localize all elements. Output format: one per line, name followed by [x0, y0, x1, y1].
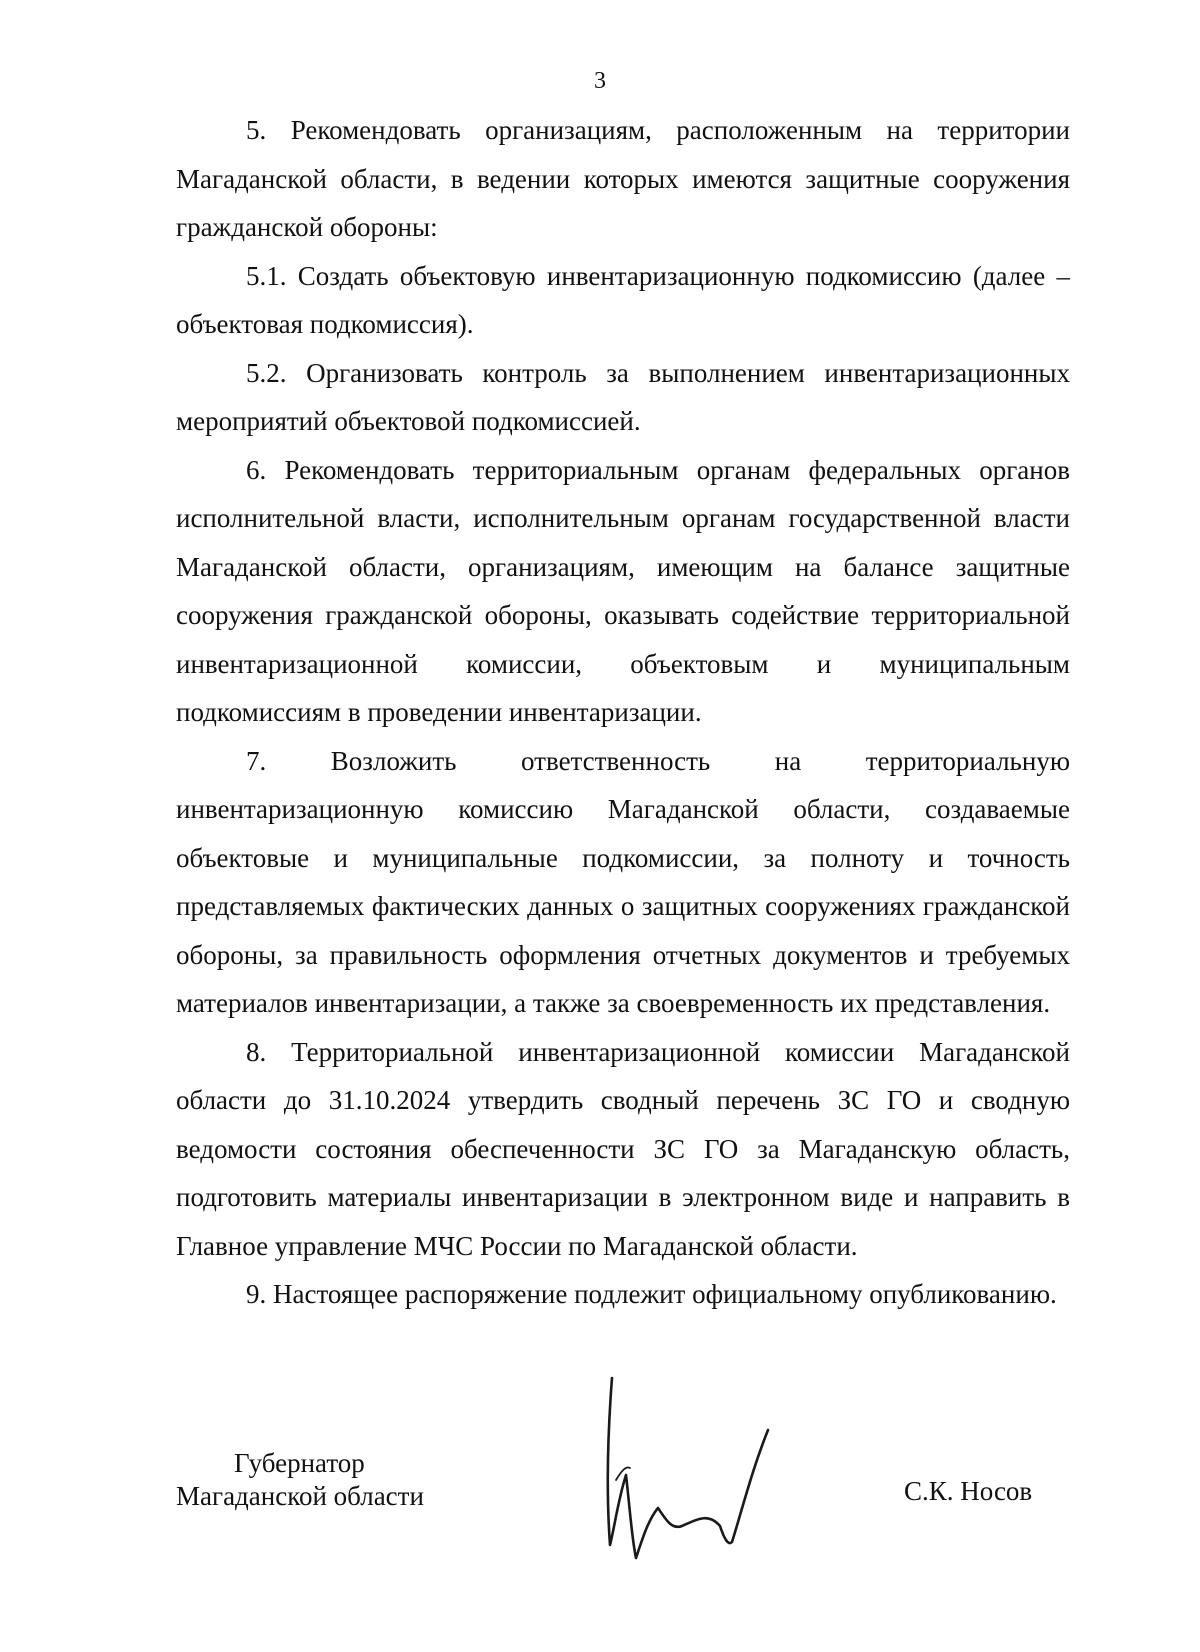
handwritten-signature [596, 1370, 796, 1570]
signatory-title [176, 1447, 424, 1513]
paragraph-8: 8. Территориальной инвентаризационной комиссии Магаданской области до 31.10.2024 утвердить сводный перечень ЗС ГО и сводную ведомости состояния обеспеченности ЗС ГО за Магаданскую область, подготовить материалы инвентаризации в электронном виде и направить в Главное управление МЧС России по Магаданской области. [176, 1036, 1070, 1261]
paragraph-9: 9. Настоящее распоряжение подлежит официальному опубликованию. [246, 1279, 1057, 1309]
signatory-title-line2: Магаданской области [176, 1481, 424, 1511]
paragraph-6: 6. Рекомендовать территориальным органам федеральных органов исполнительной власти, исполнительным органам государственной власти Магаданской области, организациям, имеющим на балансе защитные сооружения гражданской обороны, оказывать содействие территориальной инвентаризационной комиссии, объектовым и муниципальным подкомиссиям в проведении инвентаризации. [176, 454, 1070, 727]
signatory-name: С.К. Носов [904, 1476, 1033, 1506]
page-number: 3 [594, 68, 606, 94]
paragraph-5-2: 5.2. Организовать контроль за выполнением инвентаризационных мероприятий объектовой подкомиссией. [176, 357, 1070, 436]
document-body [176, 106, 1070, 1319]
signatory-title-line1: Губернатор [234, 1448, 365, 1478]
paragraph-5-1: 5.1. Создать объектовую инвентаризационную подкомиссию (далее – объектовая подкомиссия). [176, 260, 1070, 339]
paragraph-5: 5. Рекомендовать организациям, расположенным на территории Магаданской области, в ведении которых имеются защитные сооружения гражданской обороны: [176, 115, 1070, 242]
paragraph-7: 7. Возложить ответственность на территориальную инвентаризационную комиссию Магаданской области, создаваемые объектовые и муниципальные подкомиссии, за полноту и точность представляемых фактических данных о защитных сооружениях гражданской обороны, за правильность оформления отчетных документов и требуемых материалов инвентаризации, а также за своевременность их представления. [176, 745, 1070, 1018]
